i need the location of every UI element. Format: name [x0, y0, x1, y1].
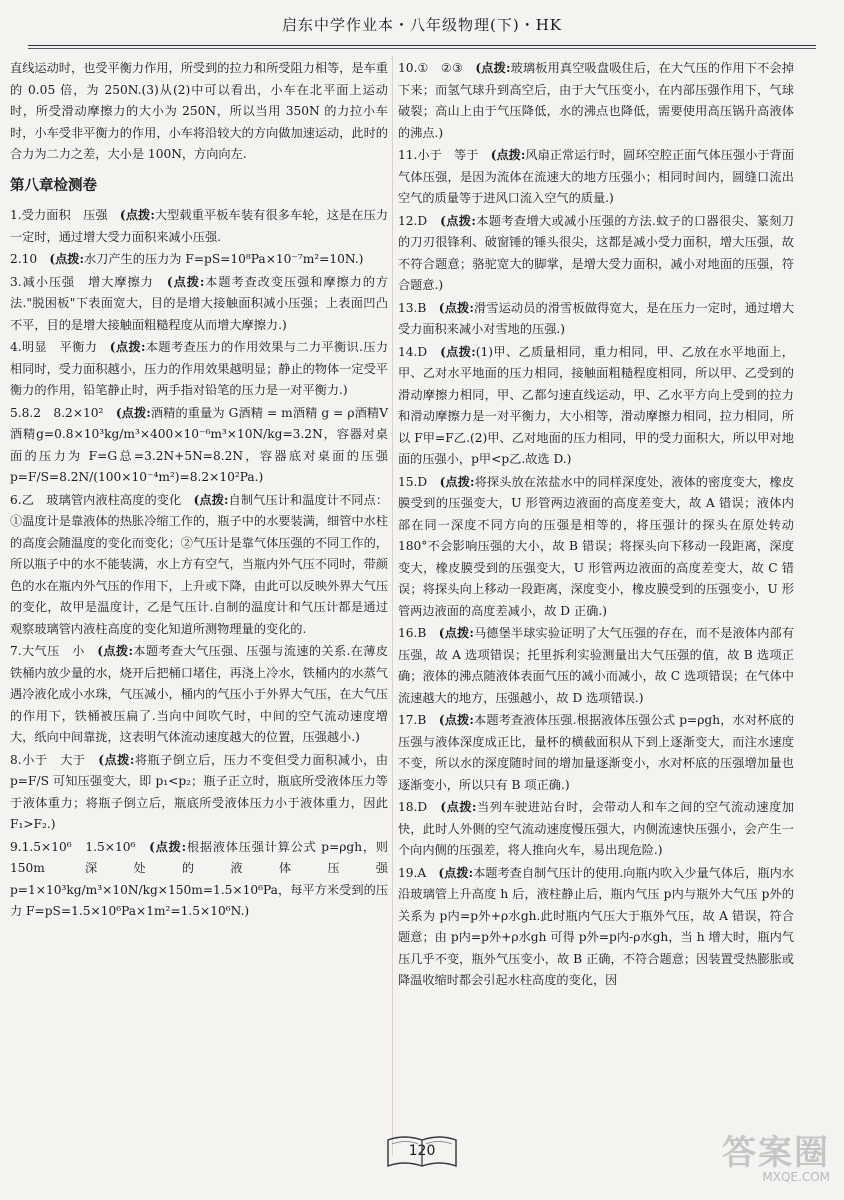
answer-item	[398, 623, 794, 709]
header-title: 启东中学作业本・八年级物理(下)・HK	[282, 16, 562, 34]
answer-item	[398, 298, 794, 341]
explanation-text: 马德堡半球实验证明了大气压强的存在，而不是液体内部有压强，故 A 选项错误；托里拆利实验测量出大气压强的值，故 B 选项正确；液体的沸点随液体表面气压的减小而减小，故 C 选项错误；在气体中流速越大的地方，压强越小，故 D 选项错误.)	[398, 626, 795, 705]
answer-text: 减小压强 增大摩擦力	[21, 274, 167, 289]
answer-item	[398, 145, 794, 210]
page-number: 120	[408, 1143, 436, 1159]
question-number: 3.	[10, 274, 22, 289]
answer-text: D	[417, 474, 440, 489]
question-number: 14.	[398, 344, 418, 359]
continued-paragraph: 直线运动时，也受平衡力作用，所受到的拉力和所受阻力相等，是车重的 0.05 倍，为 250N.(3)从(2)中可以看出，小车在北平面上运动时，所受滑动摩擦力的大小为 250N，所以当用 350N 的力拉小车时，小车受非平衡力的作用，小车将沿较大的方向做加速运动，此时的合力为二力之差，大小是 100N，方向向左.	[10, 61, 388, 161]
explanation-text: 大型载重平板车装有很多车轮，这是在压力一定时，通过增大受力面积来减小压强.	[10, 208, 389, 244]
explanation-text: 本题考查压力的作用效果与二力平衡识.压力相同时，受力面积越小，压力的作用效果越明显；静止的物体一定受平衡力的作用，铅笔静止时，两手指对铅笔的压力是一对平衡力.)	[10, 340, 389, 397]
explanation-text: 根据液体压强计算公式 p=ρgh，则 150m 深处的液体压强 p=1×10³kg/m³×10N/kg×150m=1.5×10⁶Pa，每平方米受到的压力 F=pS=1.5×10⁶Pa×1m²=1.5×10⁶N.)	[10, 839, 388, 918]
explanation-text: 玻璃板用真空吸盘吸住后，在大气压的作用下不会掉下来；而氢气球升到高空后，由于大气压变小，在内部压强作用下，气球破裂；高山上由于气压降低，水的沸点也降低，需要使用高压锅升高液体的沸点.)	[398, 61, 794, 140]
answer-item	[10, 205, 388, 248]
hint-label: (点拨:	[440, 800, 477, 814]
explanation-text: 将瓶子倒立后，压力不变但受力面积减小，由 p=F/S 可知压强变大，即 p₁<p₂；瓶子正立时，瓶底所受液体压力等于液体重力；将瓶子倒立后，瓶底所受液体压力小于液体重力，因此 F₁>F₂.)	[10, 752, 389, 831]
answer-item	[398, 797, 794, 862]
answer-text: 大气压 小	[21, 644, 98, 658]
answer-item	[398, 472, 794, 623]
answer-item	[398, 863, 794, 992]
hint-label: (点拨:	[475, 61, 511, 75]
question-number: 10.	[398, 61, 418, 75]
explanation-text: 本题考查改变压强和摩擦力的方法."脱困板"下表面宽大，目的是增大接触面积减小压强；上表面凹凸不平，目的是增大接触面粗糙程度从而增大摩擦力.)	[10, 274, 389, 332]
header-rule	[28, 45, 816, 46]
answer-item	[398, 58, 794, 144]
hint-label: (点拨:	[193, 492, 229, 507]
hint-label: (点拨:	[166, 274, 205, 289]
hint-label: (点拨:	[490, 148, 526, 162]
right-answer-list	[398, 58, 794, 992]
answer-item	[10, 750, 388, 836]
question-number: 6.	[10, 492, 22, 507]
hint-label: (点拨:	[438, 300, 474, 315]
question-number: 4.	[10, 340, 22, 354]
hint-label: (点拨:	[98, 752, 135, 767]
question-number: 13.	[398, 300, 418, 315]
hint-label: (点拨:	[438, 865, 474, 880]
answer-text: D	[417, 213, 441, 228]
hint-label: (点拨:	[440, 213, 476, 228]
question-number: 5.	[10, 405, 22, 420]
question-number: 18.	[398, 800, 418, 814]
hint-label: (点拨:	[149, 839, 187, 854]
explanation-text: 风扇正常运行时，圆环空腔正面气体压强小于背面气体压强，是因为流体在流速大的地方压强小；相同时间内，圆缝口流出空气的质量等于进风口流入空气的质量.)	[398, 148, 795, 205]
question-number: 19.	[398, 865, 418, 880]
question-number: 2.	[10, 252, 22, 266]
question-number: 16.	[398, 626, 418, 640]
explanation-text: (1)甲、乙质量相同，重力相同，甲、乙放在水平地面上，甲、乙对水平地面的压力相同，接触面粗糙程度相同，所以甲、乙受到的滑动摩擦力相同，甲、乙都匀速直线运动，甲、乙水平方向上受到的拉力和滑动摩擦力是一对平衡力，大小相等，滑动摩擦力相同，拉力相同，所以 F甲=F乙.(2)甲、乙对地面的压力相同，甲的受力面积大，所以甲对地面的压强小，p甲<p乙.故选 D.)	[398, 344, 794, 466]
explanation-text: 水刀产生的压力为 F=pS=10⁸Pa×10⁻⁷m²=10N.)	[83, 252, 364, 266]
column-divider	[392, 56, 393, 1156]
hint-label: (点拨:	[115, 405, 151, 420]
question-number: 17.	[398, 713, 418, 727]
explanation-text: 当列车驶进站台时，会带动人和车之间的空气流动速度加快，此时人外侧的空气流动速度慢压强大，内侧流速快压强小，会产生一个向内侧的压强差，将人推向火车，易出现危险.)	[398, 800, 794, 857]
answer-item	[10, 837, 388, 923]
watermark-domain: MXQE.COM	[762, 1170, 830, 1184]
question-number: 12.	[398, 213, 418, 228]
explanation-text: 本题考查增大或减小压强的方法.蚊子的口器很尖、篆刻刀的刀刃很锋利、破窗锤的锤头很尖，这都是减小受力面积，增大压强，故不符合题意；骆驼宽大的脚掌，是增大受力面积，减小对地面的压强，符合题意.)	[398, 213, 794, 292]
hint-label: (点拨:	[119, 208, 155, 222]
answer-item	[398, 342, 794, 471]
explanation-text: 本题考查大气压强、压强与流速的关系.在薄皮铁桶内放少量的水，烧开后把桶口堵住，再浇上冷水，铁桶内的水蒸气遇冷液化成小水珠，气压减小，桶内的气压小于外界大气压，在大气压的作用下，铁桶被压扁了.当向中间吹气时，中间的空气流动速度增大，纸向中间靠拢，这表明气体流动速度越大的位置，压强越小.)	[10, 644, 389, 744]
answer-text: B	[417, 626, 439, 640]
hint-label: (点拨:	[49, 252, 84, 266]
answer-item	[10, 641, 388, 749]
answer-text: D	[417, 344, 441, 359]
hint-label: (点拨:	[109, 340, 146, 354]
explanation-text: 本题考查液体压强.根据液体压强公式 p=ρgh，水对杯底的压强与液体深度成正比，量杯的横截面积从下到上逐渐变大，而注水速度不变，所以水的深度随时间的增加量逐渐变小，水对杯底的压强增加量也逐渐变小，所以只有 B 项正确.)	[398, 713, 795, 792]
section-title: 第八章检测卷	[10, 177, 97, 194]
answer-item	[10, 249, 388, 271]
watermark-logo-text: 答案圈	[722, 1133, 830, 1173]
answer-text: 10	[21, 252, 50, 266]
question-number: 15.	[398, 474, 418, 489]
answer-item	[10, 490, 388, 641]
watermark	[680, 1133, 830, 1192]
answer-text: ① ②③	[417, 61, 476, 75]
page-header	[0, 14, 844, 44]
right-column	[398, 58, 794, 992]
answer-text: 乙 玻璃管内液柱高度的变化	[21, 492, 194, 507]
header-rule-secondary	[28, 48, 816, 49]
answer-text: 受力面积 压强	[21, 208, 120, 222]
answer-text: D	[417, 800, 441, 814]
hint-label: (点拨:	[438, 626, 474, 640]
answer-text: 明显 平衡力	[21, 340, 110, 354]
question-number: 9.	[10, 839, 22, 854]
answer-text: 1.5×10⁶ 1.5×10⁶	[21, 839, 150, 854]
question-number: 11.	[398, 148, 418, 162]
explanation-text: 酒精的重量为 G酒精 = m酒精 g = ρ酒精V酒精g=0.8×10³kg/m³×400×10⁻⁶m³×10N/kg=3.2N，容器对桌面的压力为 F=G总=3.2N+5N=8.2N，容器底对桌面的压强 p=F/S=8.2N/(100×10⁻⁴m²)=8.2×10²Pa.)	[10, 405, 389, 484]
answer-text: 小于 等于	[417, 148, 491, 162]
left-answer-list	[10, 205, 388, 923]
answer-item	[10, 403, 388, 489]
answer-item	[398, 211, 794, 297]
answer-text: A	[417, 865, 439, 880]
answer-text: B	[417, 300, 439, 315]
answer-text: B	[417, 713, 439, 727]
answer-item	[10, 337, 388, 402]
answer-text: 8.2 8.2×10²	[21, 405, 116, 420]
answer-item	[398, 710, 794, 796]
hint-label: (点拨:	[440, 344, 476, 359]
question-number: 1.	[10, 208, 22, 222]
answer-text: 小于 大于	[21, 752, 99, 767]
answer-item	[10, 272, 388, 337]
hint-label: (点拨:	[438, 713, 474, 727]
explanation-text: 滑雪运动员的滑雪板做得宽大，是在压力一定时，通过增大受力面积来减小对雪地的压强.)	[398, 300, 795, 336]
hint-label: (点拨:	[439, 474, 475, 489]
question-number: 8.	[10, 752, 22, 767]
question-number: 7.	[10, 644, 22, 658]
explanation-text: 本题考查自制气压计的使用.向瓶内吹入少量气体后，瓶内水沿玻璃管上升高度 h 后，液柱静止后，瓶内气压 p内与瓶外大气压 p外的关系为 p内=p外+ρ水gh.此时瓶内气压大于瓶外气压，故 A 错误，符合题意；由 p内=p外+ρ水gh 可得 p外=p内-ρ水gh，当 h 增大时，瓶内气压几乎不变，瓶外气压变小，故 B 正确，不符合题意；因装置受热膨胀或降温收缩时都会引起水柱高度的变化，因	[398, 865, 795, 987]
hint-label: (点拨:	[97, 644, 133, 658]
explanation-text: 自制气压计和温度计不同点：①温度计是靠液体的热胀冷缩工作的，瓶子中的水要装满，细管中水柱的高度会随温度的变化而变化；②气压计是靠气体压强的不同工作的，所以瓶子中的水不能装满，水上方有空气，当瓶内外气压不同时，带颜色的水在瓶内外气压的作用下，上升或下降，由此可以反映外界大气压的变化，故甲是温度计，乙是气压计.自制的温度计和气压计都是通过观察玻璃管内液柱高度的变化知道所测物理量的变化的.	[10, 492, 389, 636]
left-column	[10, 58, 388, 923]
explanation-text: 将探头放在浓盐水中的同样深度处，液体的密度变大，橡皮膜受到的压强变大，U 形管两边液面的高度差变大，故 A 错误；液体内部在同一深度不同方向的压强是相等的，将压强计的探头在原处转动 180°不会影响压强的大小，故 B 错误；将探头向下移动一段距离，深度变大，橡皮膜受到的压强变大，U 形管两边液面的高度差变大，故 C 错误；将探头向上移动一段距离，深度变小，橡皮膜受到的压强变小，U 形管两边液面的高度差减小，故 D 正确.)	[398, 474, 795, 618]
